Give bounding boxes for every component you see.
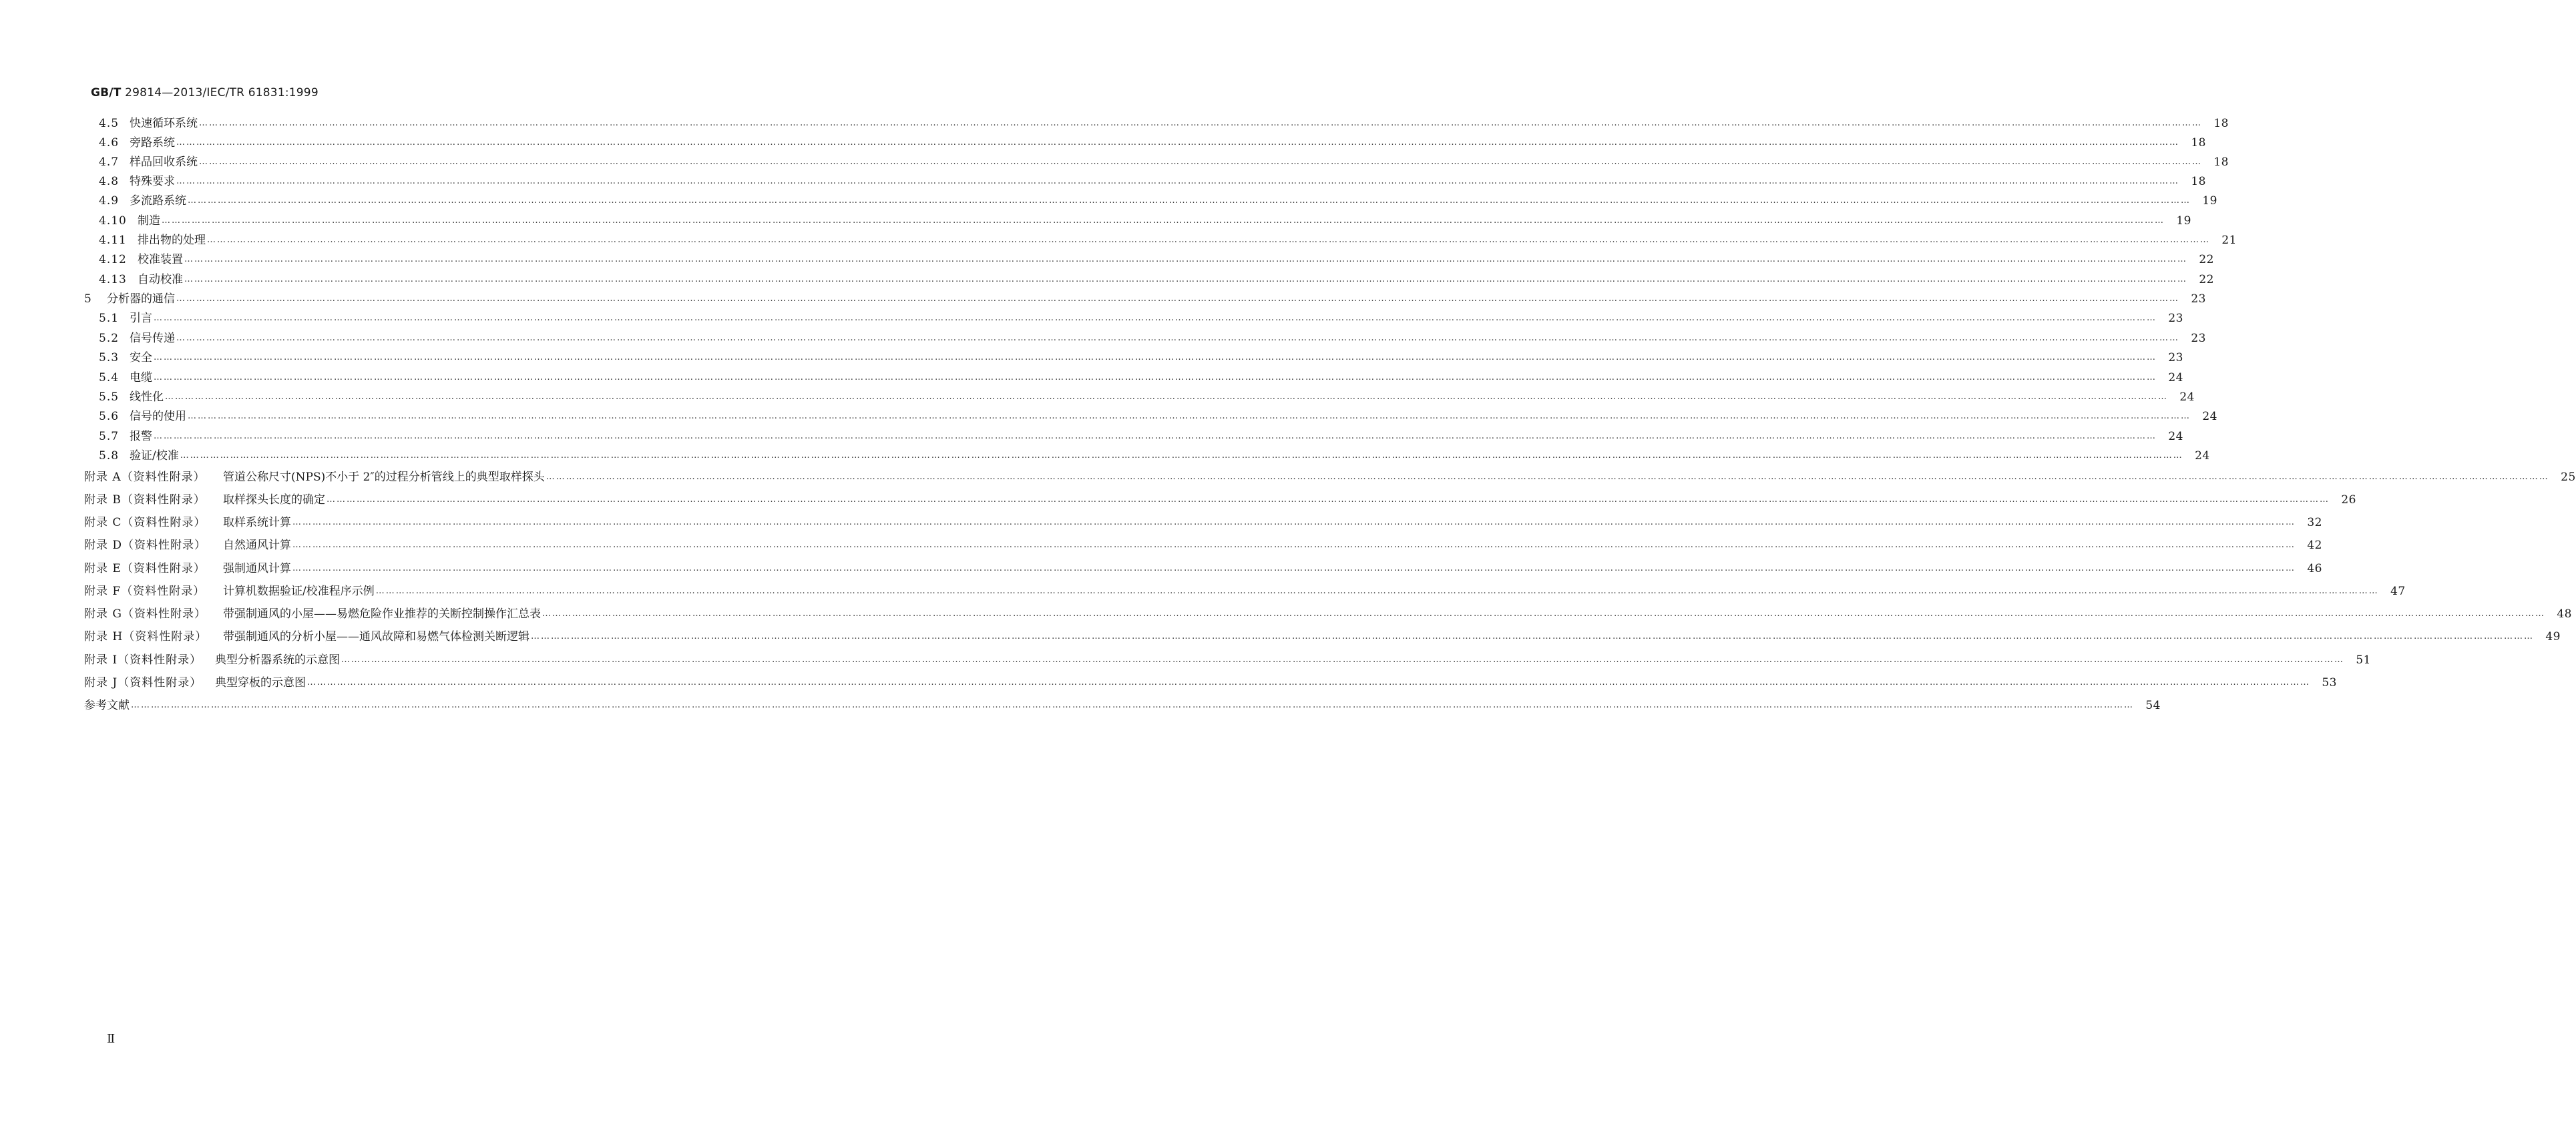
toc-entry-number: 5.2 (99, 332, 120, 345)
toc-entry-title: 典型分析器系统的示意图 (215, 653, 340, 667)
toc-entry-page: 46 (2307, 562, 2322, 575)
toc-entry-page: 22 (2199, 273, 2214, 286)
dot-leader: …………………………………………………………………………………………………………………………………………………………………………………………………………………………………………………………………………………………………………………………………………………………………………………………………………………………………………………………………………………………………………………………………………………… (162, 216, 2165, 226)
toc-entry-page: 24 (2195, 449, 2210, 463)
toc-entry-title: 安全 (130, 351, 152, 364)
toc-entry-title: 报警 (130, 430, 152, 443)
toc-entry-number: 4.12 (99, 253, 127, 266)
toc-entry-page: 18 (2191, 175, 2206, 188)
toc-entry-number: 附录 H（资料性附录） (84, 630, 208, 643)
toc-entry[interactable] (84, 651, 2371, 669)
toc-entry-title: 多流路系统 (130, 194, 186, 208)
toc-entry[interactable] (99, 310, 2183, 327)
dot-leader: …………………………………………………………………………………………………………………………………………………………………………………………………………………………………………………………………………………………………………………………………………………………………………………………………………………………………………………………………………………………………………………………………………………… (176, 176, 2179, 186)
toc-entry[interactable] (99, 212, 2191, 230)
dot-leader: …………………………………………………………………………………………………………………………………………………………………………………………………………………………………………………………………………………………………………………………………………………………………………………………………………………………………………………………………………………………………………………………………………………… (188, 196, 2191, 206)
toc-entry-number: 4.13 (99, 273, 127, 286)
toc-entry-page: 54 (2145, 699, 2161, 712)
dot-leader: …………………………………………………………………………………………………………………………………………………………………………………………………………………………………………………………………………………………………………………………………………………………………………………………………………………………………………………………………………………………………………………………………………………… (154, 431, 2157, 441)
toc-entry-page: 23 (2191, 332, 2206, 345)
dot-leader: …………………………………………………………………………………………………………………………………………………………………………………………………………………………………………………………………………………………………………………………………………………………………………………………………………………………………………………………………………………………………………………………………………………… (199, 157, 2202, 167)
toc-entry-number: 4.11 (99, 234, 127, 247)
toc-entry-title: 制造 (138, 214, 160, 228)
toc-entry[interactable] (84, 560, 2322, 577)
toc-entry-number: 附录 F（资料性附录） (84, 585, 206, 598)
dot-leader: …………………………………………………………………………………………………………………………………………………………………………………………………………………………………………………………………………………………………………………………………………………………………………………………………………………………………………………………………………………………………………………………………………………… (546, 472, 2549, 482)
toc-entry-title: 带强制通风的分析小屋——通风故障和易燃气体检测关断逻辑 (223, 630, 529, 643)
toc-entry[interactable] (84, 290, 2206, 308)
dot-leader: …………………………………………………………………………………………………………………………………………………………………………………………………………………………………………………………………………………………………………………………………………………………………………………………………………………………………………………………………………………………………………………………………………………… (327, 495, 2330, 505)
toc-entry-page: 18 (2213, 156, 2229, 169)
toc-entry-number: 5.1 (99, 312, 120, 325)
toc-entry[interactable] (84, 491, 2356, 509)
dot-leader: …………………………………………………………………………………………………………………………………………………………………………………………………………………………………………………………………………………………………………………………………………………………………………………………………………………………………………………………………………………………………………………………………………………… (154, 313, 2157, 323)
dot-leader: …………………………………………………………………………………………………………………………………………………………………………………………………………………………………………………………………………………………………………………………………………………………………………………………………………………………………………………………………………………………………………………………………………………… (292, 517, 2296, 527)
toc-entry[interactable] (99, 271, 2214, 288)
toc-entry-title: 信号传递 (130, 332, 175, 345)
toc-entry-title: 参考文献 (84, 699, 130, 712)
toc-entry-title: 取样系统计算 (223, 516, 291, 529)
toc-entry[interactable] (99, 134, 2206, 152)
toc-entry[interactable] (99, 428, 2183, 445)
toc-entry-number: 附录 I（资料性附录） (84, 653, 202, 667)
toc-entry-number: 附录 D（资料性附录） (84, 539, 207, 552)
toc-entry-page: 18 (2191, 136, 2206, 150)
toc-entry-page: 24 (2202, 410, 2217, 423)
toc-entry-title: 分析器的通信 (107, 292, 175, 306)
dot-leader: …………………………………………………………………………………………………………………………………………………………………………………………………………………………………………………………………………………………………………………………………………………………………………………………………………………………………………………………………………………………………………………………………………………… (180, 451, 2183, 461)
toc-entry-page: 53 (2322, 676, 2337, 689)
toc-entry-number: 5.5 (99, 390, 120, 404)
toc-entry-number: 4.5 (99, 117, 120, 130)
page-number: Ⅱ (107, 1032, 116, 1046)
toc-entry-page: 23 (2168, 351, 2183, 364)
toc-entry-number: 4.8 (99, 175, 120, 188)
dot-leader: …………………………………………………………………………………………………………………………………………………………………………………………………………………………………………………………………………………………………………………………………………………………………………………………………………………………………………………………………………………………………………………………………………………… (375, 586, 2379, 596)
toc-entry-title: 管道公称尺寸(NPS)不小于 2″的过程分析管线上的典型取样探头 (223, 471, 545, 484)
toc-entry-number: 附录 J（资料性附录） (84, 676, 202, 689)
standard-prefix: GB/T (91, 86, 122, 99)
toc-entry-title: 验证/校准 (130, 449, 179, 463)
toc-entry-page: 18 (2213, 117, 2229, 130)
toc-entry-page: 47 (2390, 585, 2406, 598)
dot-leader: …………………………………………………………………………………………………………………………………………………………………………………………………………………………………………………………………………………………………………………………………………………………………………………………………………………………………………………………………………………………………………………………………………………… (542, 609, 2545, 619)
toc-entry[interactable] (99, 173, 2206, 190)
toc-entry-number: 4.7 (99, 156, 120, 169)
toc-entry-number: 5 (84, 292, 92, 306)
toc-entry-title: 特殊要求 (130, 175, 175, 188)
toc-entry-title: 校准装置 (138, 253, 183, 266)
toc-entry-page: 19 (2202, 194, 2217, 208)
toc-entry[interactable] (84, 537, 2322, 554)
dot-leader: …………………………………………………………………………………………………………………………………………………………………………………………………………………………………………………………………………………………………………………………………………………………………………………………………………………………………………………………………………………………………………………………………………………… (292, 563, 2296, 573)
dot-leader: …………………………………………………………………………………………………………………………………………………………………………………………………………………………………………………………………………………………………………………………………………………………………………………………………………………………………………………………………………………………………………………………………………………… (184, 254, 2187, 264)
dot-leader: …………………………………………………………………………………………………………………………………………………………………………………………………………………………………………………………………………………………………………………………………………………………………………………………………………………………………………………………………………………………………………………………………………………… (131, 700, 2134, 710)
toc-entry[interactable] (99, 408, 2217, 425)
toc-entry[interactable] (99, 388, 2195, 406)
document-header (91, 86, 318, 99)
toc-entry-page: 24 (2179, 390, 2195, 404)
dot-leader: …………………………………………………………………………………………………………………………………………………………………………………………………………………………………………………………………………………………………………………………………………………………………………………………………………………………………………………………………………………………………………………………………………………… (176, 333, 2179, 343)
toc-entry[interactable] (99, 369, 2183, 386)
toc-entry-number: 4.10 (99, 214, 127, 228)
toc-entry-page: 26 (2341, 493, 2356, 507)
toc-entry-number: 5.8 (99, 449, 120, 463)
toc-entry-title: 计算机数据验证/校准程序示例 (223, 585, 375, 598)
toc-entry[interactable] (99, 447, 2210, 465)
toc-entry-number: 附录 B（资料性附录） (84, 493, 206, 507)
toc-entry[interactable] (99, 154, 2229, 171)
dot-leader: …………………………………………………………………………………………………………………………………………………………………………………………………………………………………………………………………………………………………………………………………………………………………………………………………………………………………………………………………………………………………………………………………………………… (176, 294, 2179, 304)
toc-entry-title: 排出物的处理 (138, 234, 206, 247)
toc-entry-number: 4.9 (99, 194, 120, 208)
toc-entry[interactable] (84, 514, 2322, 531)
toc-entry-number: 5.7 (99, 430, 120, 443)
dot-leader: …………………………………………………………………………………………………………………………………………………………………………………………………………………………………………………………………………………………………………………………………………………………………………………………………………………………………………………………………………………………………………………………………………………… (292, 540, 2296, 550)
toc-entry-page: 25 (2561, 471, 2576, 484)
toc-entry-page: 24 (2168, 430, 2183, 443)
dot-leader: …………………………………………………………………………………………………………………………………………………………………………………………………………………………………………………………………………………………………………………………………………………………………………………………………………………………………………………………………………………………………………………………………………………… (188, 411, 2191, 421)
dot-leader: …………………………………………………………………………………………………………………………………………………………………………………………………………………………………………………………………………………………………………………………………………………………………………………………………………………………………………………………………………………………………………………………………………………… (184, 274, 2187, 284)
toc-entry-page: 49 (2545, 630, 2561, 643)
toc-entry-title: 电缆 (130, 371, 152, 384)
toc-entry[interactable] (99, 192, 2217, 210)
toc-entry-title: 带强制通风的小屋——易燃危险作业推荐的关断控制操作汇总表 (223, 607, 541, 621)
toc-entry-title: 典型穿板的示意图 (215, 676, 306, 689)
toc-entry-number: 5.4 (99, 371, 120, 384)
dot-leader: …………………………………………………………………………………………………………………………………………………………………………………………………………………………………………………………………………………………………………………………………………………………………………………………………………………………………………………………………………………………………………………………………………………… (531, 631, 2534, 641)
toc-entry[interactable] (84, 583, 2406, 600)
toc-entry-number: 附录 C（资料性附录） (84, 516, 206, 529)
dot-leader: …………………………………………………………………………………………………………………………………………………………………………………………………………………………………………………………………………………………………………………………………………………………………………………………………………………………………………………………………………………………………………………………………………………… (176, 137, 2179, 148)
toc-entry-page: 32 (2307, 516, 2322, 529)
dot-leader: …………………………………………………………………………………………………………………………………………………………………………………………………………………………………………………………………………………………………………………………………………………………………………………………………………………………………………………………………………………………………………………………………………………… (154, 372, 2157, 382)
toc-entry[interactable] (84, 628, 2561, 645)
dot-leader: …………………………………………………………………………………………………………………………………………………………………………………………………………………………………………………………………………………………………………………………………………………………………………………………………………………………………………………………………………………………………………………………………………………… (165, 392, 2168, 402)
toc-entry-title: 快速循环系统 (130, 117, 198, 130)
toc-entry-number: 5.6 (99, 410, 120, 423)
toc-entry-number: 附录 E（资料性附录） (84, 562, 206, 575)
toc-entry-title: 信号的使用 (130, 410, 186, 423)
toc-entry-page: 21 (2221, 234, 2237, 247)
dot-leader: …………………………………………………………………………………………………………………………………………………………………………………………………………………………………………………………………………………………………………………………………………………………………………………………………………………………………………………………………………………………………………………………………………………… (199, 118, 2202, 128)
standard-code: 29814—2013/IEC/TR 61831:1999 (125, 86, 318, 99)
toc-entry-page: 19 (2176, 214, 2191, 228)
toc-entry-number: 附录 A（资料性附录） (84, 471, 206, 484)
toc-entry[interactable] (84, 605, 2572, 623)
toc-entry-title: 线性化 (130, 390, 164, 404)
toc-entry[interactable] (99, 330, 2206, 347)
toc-entry-page: 22 (2199, 253, 2214, 266)
toc-entry[interactable] (99, 232, 2237, 249)
toc-entry-page: 48 (2557, 607, 2572, 621)
toc-entry-title: 样品回收系统 (130, 156, 198, 169)
toc-entry-title: 自然通风计算 (223, 539, 291, 552)
toc-entry[interactable] (84, 674, 2337, 691)
toc-entry[interactable] (99, 251, 2214, 268)
dot-leader: …………………………………………………………………………………………………………………………………………………………………………………………………………………………………………………………………………………………………………………………………………………………………………………………………………………………………………………………………………………………………………………………………………………… (207, 235, 2210, 245)
toc-entry[interactable] (99, 115, 2229, 132)
dot-leader: …………………………………………………………………………………………………………………………………………………………………………………………………………………………………………………………………………………………………………………………………………………………………………………………………………………………………………………………………………………………………………………………………………………… (154, 352, 2157, 362)
dot-leader: …………………………………………………………………………………………………………………………………………………………………………………………………………………………………………………………………………………………………………………………………………………………………………………………………………………………………………………………………………………………………………………………………………………… (341, 655, 2344, 665)
toc-entry-number: 5.3 (99, 351, 120, 364)
toc-entry-page: 24 (2168, 371, 2183, 384)
toc-entry-title: 强制通风计算 (223, 562, 291, 575)
toc-entry-title: 旁路系统 (130, 136, 175, 150)
toc-entry[interactable] (84, 469, 2576, 486)
toc-entry-number: 4.6 (99, 136, 120, 150)
toc-entry-page: 51 (2356, 653, 2371, 667)
dot-leader: …………………………………………………………………………………………………………………………………………………………………………………………………………………………………………………………………………………………………………………………………………………………………………………………………………………………………………………………………………………………………………………………………………………… (307, 677, 2310, 687)
toc-entry[interactable] (84, 697, 2161, 714)
toc-entry-page: 23 (2191, 292, 2206, 306)
toc-entry-title: 自动校准 (138, 273, 183, 286)
toc-entry-number: 附录 G（资料性附录） (84, 607, 206, 621)
toc-entry-title: 引言 (130, 312, 152, 325)
toc-entry-page: 42 (2307, 539, 2322, 552)
toc-entry[interactable] (99, 349, 2183, 366)
toc-entry-title: 取样探头长度的确定 (223, 493, 325, 507)
toc-entry-page: 23 (2168, 312, 2183, 325)
